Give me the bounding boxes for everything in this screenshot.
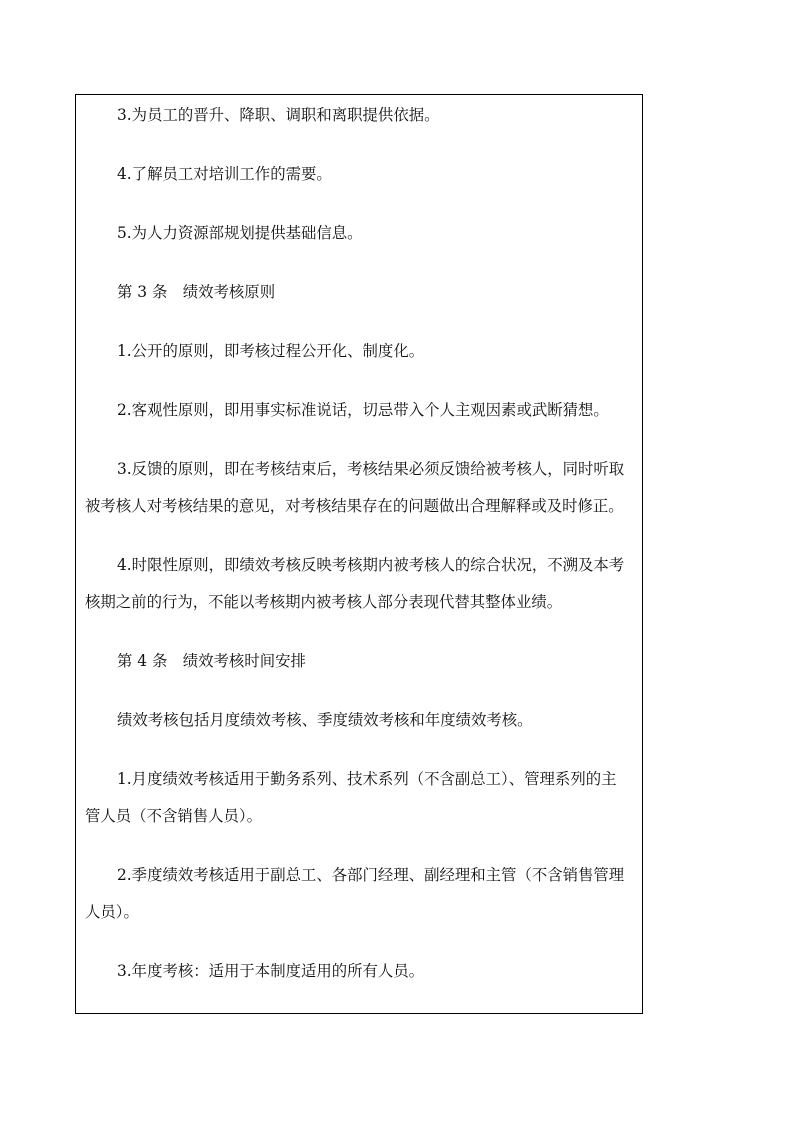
paragraph-line: 3.年度考核：适用于本制度适用的所有人员。 (117, 962, 425, 980)
paragraph-line: 2.客观性原则，即用事实标准说话，切忌带入个人主观因素或武断猜想。 (117, 401, 609, 419)
paragraph (85, 97, 634, 134)
paragraph (85, 156, 634, 193)
paragraph (85, 451, 634, 525)
paragraph-line: 第 4 条 绩效考核时间安排 (117, 652, 306, 670)
paragraph (85, 702, 634, 739)
paragraph-line: 核期之前的行为，不能以考核期内被考核人部分表现代替其整体业绩。 (85, 593, 563, 611)
paragraph-line: 3.反馈的原则，即在考核结束后，考核结果必须反馈给被考核人，同时听取 (117, 460, 625, 478)
paragraph-line: 4.了解员工对培训工作的需要。 (117, 165, 332, 183)
paragraph-line: 2.季度绩效考核适用于副总工、各部门经理、副经理和主管（不含销售管理 (117, 866, 625, 884)
paragraph-line: 绩效考核包括月度绩效考核、季度绩效考核和年度绩效考核。 (117, 711, 533, 729)
paragraph-line: 4.时限性原则，即绩效考核反映考核期内被考核人的综合状况，不溯及本考 (117, 556, 625, 574)
paragraph-line: 人员）。 (85, 903, 139, 921)
paragraph (85, 333, 634, 370)
paragraph (85, 274, 634, 311)
paragraph (85, 392, 634, 429)
paragraph (85, 547, 634, 621)
paragraph-line: 被考核人对考核结果的意见，对考核结果存在的问题做出合理解释或及时修正。 (85, 497, 624, 515)
document-text-frame (75, 94, 643, 1014)
paragraph (85, 643, 634, 680)
paragraph (85, 215, 634, 252)
paragraph-line: 第 3 条 绩效考核原则 (117, 283, 276, 301)
paragraph (85, 857, 634, 931)
paragraph-line: 5.为人力资源部规划提供基础信息。 (117, 224, 363, 242)
paragraph-line: 管人员（不含销售人员）。 (85, 807, 262, 825)
paragraph (85, 953, 634, 990)
paragraph-line: 1.月度绩效考核适用于勤务系列、技术系列（不含副总工）、管理系列的主 (117, 770, 617, 788)
paragraph-line: 1.公开的原则，即考核过程公开化、制度化。 (117, 342, 425, 360)
paragraph (85, 761, 634, 835)
paragraph-line: 3.为员工的晋升、降职、调职和离职提供依据。 (117, 106, 440, 124)
